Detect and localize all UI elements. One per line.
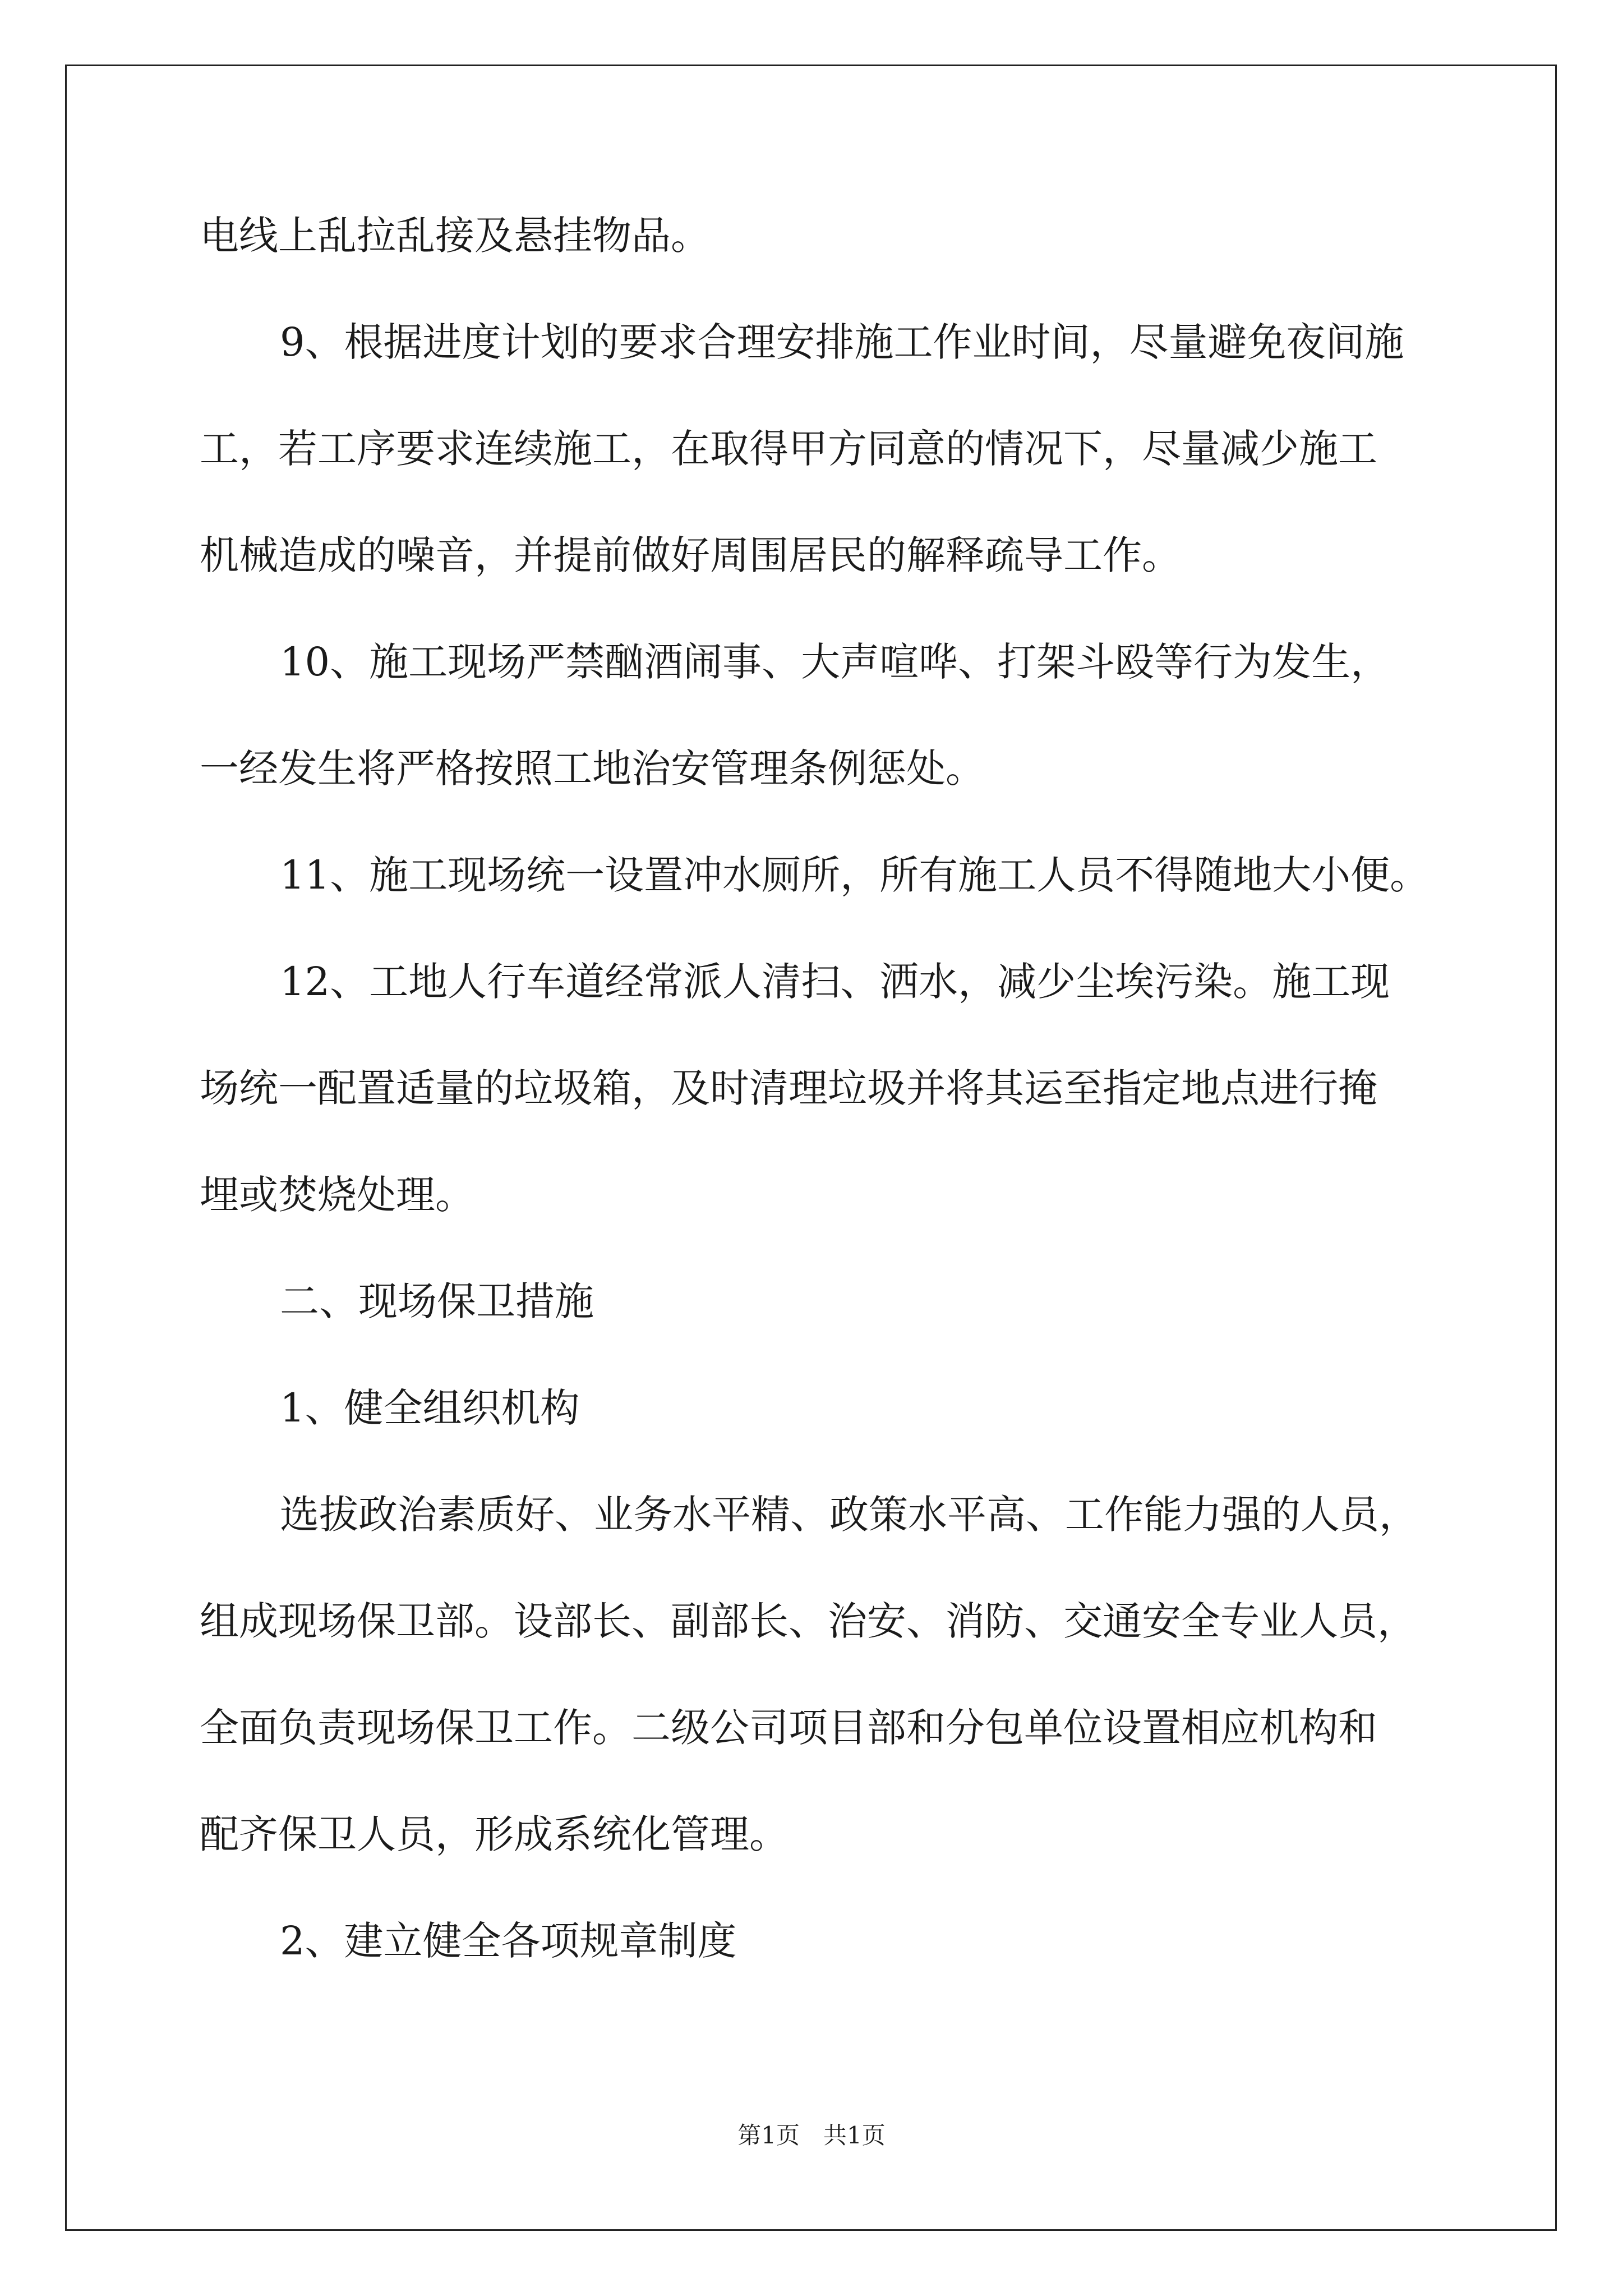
- text-line: 11、施工现场统一设置冲水厕所，所有施工人员不得随地大小便。: [280, 852, 1430, 898]
- text-line: 全面负责现场保卫工作。二级公司项目部和分包单位设置相应机构和: [200, 1705, 1377, 1751]
- text-line: 埋或焚烧处理。: [200, 1172, 474, 1218]
- text-line: 一经发生将严格按照工地治安管理条例惩处。: [200, 746, 985, 792]
- section-heading: 二、现场保卫措施: [280, 1278, 594, 1324]
- text-line: 9、根据进度计划的要求合理安排施工作业时间，尽量避免夜间施: [280, 319, 1404, 365]
- subsection-heading: 2、建立健全各项规章制度: [280, 1918, 737, 1964]
- text-line: 配齐保卫人员，形成系统化管理。: [200, 1811, 789, 1857]
- text-line: 选拔政治素质好、业务水平精、政策水平高、工作能力强的人员，: [280, 1492, 1418, 1538]
- text-line: 场统一配置适量的垃圾箱，及时清理垃圾并将其运至指定地点进行掩: [200, 1065, 1377, 1111]
- page-number-footer: 第1页 共1页: [737, 2122, 886, 2149]
- text-line: 工，若工序要求连续施工，在取得甲方同意的情况下，尽量减少施工: [200, 426, 1377, 472]
- text-line: 电线上乱拉乱接及悬挂物品。: [200, 213, 710, 259]
- page-border: [65, 65, 1557, 2231]
- text-line: 10、施工现场严禁酗酒闹事、大声喧哗、打架斗殴等行为发生，: [280, 639, 1390, 685]
- text-line: 机械造成的噪音，并提前做好周围居民的解释疏导工作。: [200, 532, 1181, 578]
- text-line: 组成现场保卫部。设部长、副部长、治安、消防、交通安全专业人员，: [200, 1598, 1417, 1644]
- text-line: 12、工地人行车道经常派人清扫、洒水，减少尘埃污染。施工现: [280, 959, 1390, 1005]
- subsection-heading: 1、健全组织机构: [280, 1385, 580, 1431]
